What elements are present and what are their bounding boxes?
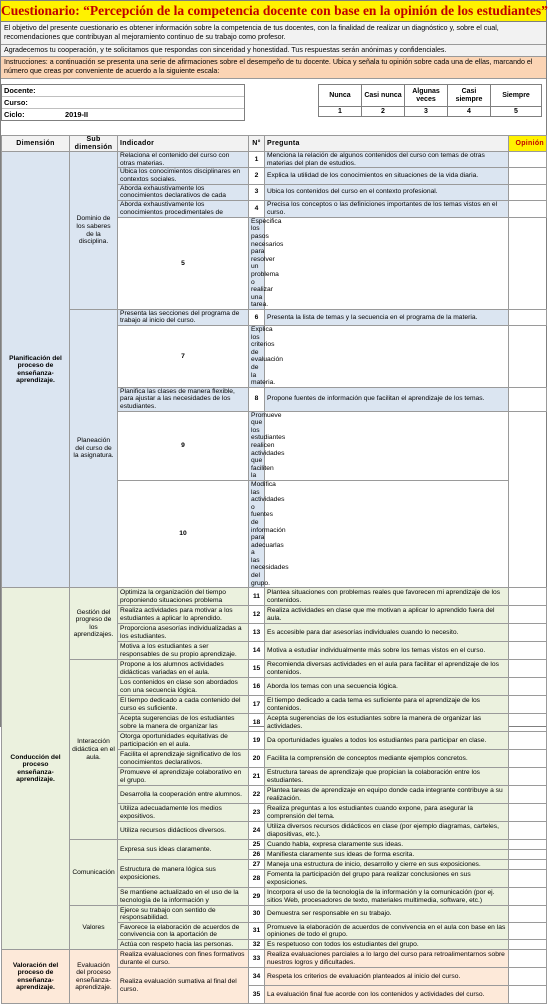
question-text: Ubica los contenidos del curso en el contexto profesional.	[265, 184, 509, 200]
scale-value-3: 3	[405, 107, 448, 117]
opinion-cell[interactable]	[265, 326, 509, 388]
question-number: 14	[249, 642, 265, 660]
table-row	[2, 906, 547, 923]
opinion-cell[interactable]	[509, 732, 547, 750]
table-row	[2, 309, 547, 325]
indicator-cell: Relaciona el contenido del curso con otras materias.	[118, 152, 249, 168]
indicator-cell: Utiliza recursos didácticos diversos.	[118, 822, 249, 840]
question-number: 22	[249, 786, 265, 804]
header-subdimension: Sub dimensión	[70, 136, 118, 152]
docente-label: Docente:	[4, 86, 36, 95]
thanks-text: Agradecemos tu cooperación, y te solicitamos que respondas con sinceridad y honestidad. Tus respuestas serán anónimas y confidenciales.	[1, 45, 546, 57]
question-text: Da oportunidades iguales a todos los estudiantes para participar en clase.	[265, 732, 509, 750]
opinion-cell[interactable]	[509, 860, 547, 870]
indicator-cell: Aborda exhaustivamente los conocimientos declarativos de cada	[118, 184, 249, 200]
subdimension-cell: Interacción didáctica en el aula.	[70, 660, 118, 840]
opinion-cell[interactable]	[509, 184, 547, 200]
subdimension-cell: Planeación del curso de la asignatura.	[70, 309, 118, 587]
question-text: Demuestra ser responsable en su trabajo.	[265, 906, 509, 923]
opinion-cell[interactable]	[509, 309, 547, 325]
question-text: Realiza actividades en clase que me motivan a aplicar lo aprendido fuera del aula.	[265, 606, 509, 624]
question-number: 19	[249, 732, 265, 750]
indicator-cell: Se mantiene actualizado en el uso de la tecnología de la información y	[118, 888, 249, 906]
header-indicator: Indicador	[118, 136, 249, 152]
question-number: 31	[249, 923, 265, 940]
question-number: 3	[249, 184, 265, 200]
indicator-cell: Ubica los conocimientos disciplinares en contextos sociales.	[118, 168, 249, 184]
question-number: 1	[249, 152, 265, 168]
indicator-cell: Otorga oportunidades equitativas de participación en el aula.	[118, 732, 249, 750]
question-number: 33	[249, 950, 265, 968]
question-number: 24	[249, 822, 265, 840]
opinion-cell[interactable]	[509, 968, 547, 986]
scale-value-4: 4	[448, 107, 491, 117]
identification-box	[1, 84, 245, 121]
question-text: La evaluación final fue acorde con los contenidos y actividades del curso.	[265, 986, 509, 1004]
question-text: Aborda los temas con una secuencia lógica.	[265, 678, 509, 696]
question-text: Motiva a estudiar individualmente más sobre los temas vistos en el curso.	[265, 642, 509, 660]
question-number: 7	[118, 326, 249, 388]
scale-value-5: 5	[491, 107, 542, 117]
scale-label-1: Nunca	[319, 85, 362, 107]
opinion-cell[interactable]	[509, 387, 547, 411]
question-text: Modifica las actividades o fuentes de información para adecuarlas a las necesidades del grupo.	[249, 480, 265, 587]
question-text: Plantea tareas de aprendizaje en equipo donde cada integrante contribuye a su realización.	[265, 786, 509, 804]
scale-value-2: 2	[362, 107, 405, 117]
opinion-cell[interactable]	[509, 642, 547, 660]
question-text: Es accesible para dar asesorías individuales cuando lo necesito.	[265, 624, 509, 642]
question-number: 6	[249, 309, 265, 325]
indicator-cell: Los contenidos en clase son abordados con una secuencia lógica.	[118, 678, 249, 696]
indicator-cell: Desarrolla la cooperación entre alumnos.	[118, 786, 249, 804]
question-text: Explica la utilidad de los conocimientos en situaciones de la vida diaria.	[265, 168, 509, 184]
indicator-cell: Utiliza adecuadamente los medios expositivos.	[118, 804, 249, 822]
question-text: Acepta sugerencias de los estudiantes sobre la manera de organizar las actividades.	[265, 714, 509, 732]
scale-value-1: 1	[319, 107, 362, 117]
indicator-cell: Propone a los alumnos actividades didácticas variadas en el aula.	[118, 660, 249, 678]
opinion-cell[interactable]	[509, 906, 547, 923]
opinion-cell[interactable]	[509, 804, 547, 822]
docente-field[interactable]	[2, 85, 244, 97]
opinion-cell[interactable]	[509, 786, 547, 804]
subdimension-cell: Valores	[70, 906, 118, 950]
question-text: Menciona la relación de algunos contenidos del curso con temas de otras materias del plan de estudios.	[265, 152, 509, 168]
indicator-cell: Acepta sugerencias de los estudiantes sobre la manera de organizar las	[118, 714, 249, 732]
indicator-cell: Promueve el aprendizaje colaborativo en el grupo.	[118, 768, 249, 786]
subdimension-cell: Dominio de los saberes de la disciplina.	[70, 152, 118, 310]
ciclo-label: Ciclo:	[4, 110, 25, 119]
question-number: 8	[249, 387, 265, 411]
question-number: 13	[249, 624, 265, 642]
opinion-cell[interactable]	[509, 940, 547, 950]
question-number: 18	[249, 714, 265, 732]
indicator-cell: Realiza actividades para motivar a los estudiantes a aplicar lo aprendido.	[118, 606, 249, 624]
question-text: Respeta los criterios de evaluación planteados al inicio del curso.	[265, 968, 509, 986]
question-text: Incorpora el uso de la tecnología de la información y la comunicación (por ej. sitios Web, procesadores de texto, materiales multimedia, software, etc.)	[265, 888, 509, 906]
question-number: 10	[118, 480, 249, 587]
opinion-cell[interactable]	[509, 923, 547, 940]
opinion-cell[interactable]	[509, 768, 547, 786]
indicator-cell: Expresa sus ideas claramente.	[118, 840, 249, 860]
opinion-cell[interactable]	[509, 606, 547, 624]
indicator-cell: Motiva a los estudiantes a ser responsables de su propio aprendizaje.	[118, 642, 249, 660]
scale-label-4: Casi siempre	[448, 85, 491, 107]
question-text: Promueve la elaboración de acuerdos de convivencia en el aula con base en las opiniones de todo el grupo.	[265, 923, 509, 940]
opinion-cell[interactable]	[509, 950, 547, 968]
opinion-cell[interactable]	[509, 696, 547, 714]
dimension-cell: Valoración del proceso de enseñanza-aprendizaje.	[2, 950, 70, 1004]
question-text: Precisa los conceptos o las definiciones importantes de los temas vistos en el curso.	[265, 200, 509, 217]
subdimension-cell: Gestión del progreso de los aprendizajes.	[70, 588, 118, 660]
curso-label: Curso:	[4, 98, 28, 107]
opinion-cell[interactable]	[509, 986, 547, 1004]
question-number: 28	[249, 870, 265, 888]
table-row	[2, 152, 547, 168]
scale-label-2: Casi nunca	[362, 85, 405, 107]
indicator-cell: Favorece la elaboración de acuerdos de convivencia con la aportación de	[118, 923, 249, 940]
question-number: 2	[249, 168, 265, 184]
header-number: N°	[249, 136, 265, 152]
question-number: 12	[249, 606, 265, 624]
question-text: Facilita la comprensión de conceptos mediante ejemplos concretos.	[265, 750, 509, 768]
indicator-cell: Proporciona asesorías individualizadas a los estudiantes.	[118, 624, 249, 642]
opinion-cell[interactable]	[509, 168, 547, 184]
opinion-cell[interactable]	[509, 840, 547, 850]
indicator-cell: Optimiza la organización del tiempo proponiendo situaciones problema	[118, 588, 249, 606]
rating-scale	[318, 84, 542, 117]
intro-text: El objetivo del presente cuestionario es obtener información sobre la competencia de tus docentes, con la finalidad de realizar un diagnóstico y, sobre el cual, recomendaciones que contribuyan al mejoramiento continuo de su trabajo como profesor.	[1, 22, 546, 45]
question-text: Realiza evaluaciones parciales a lo largo del curso para retroalimentarnos sobre nuestros logros y dificultades.	[265, 950, 509, 968]
question-number: 15	[249, 660, 265, 678]
question-number: 27	[249, 860, 265, 870]
question-text: Maneja una estructura de inicio, desarrollo y cierre en sus exposiciones.	[265, 860, 509, 870]
question-number: 32	[249, 940, 265, 950]
question-number: 26	[249, 850, 265, 860]
opinion-cell[interactable]	[509, 624, 547, 642]
question-text: Recomienda diversas actividades en el aula para facilitar el aprendizaje de los contenidos.	[265, 660, 509, 678]
table-row	[2, 840, 547, 850]
indicator-cell: Planifica las clases de manera flexible, para ajustar a las necesidades de los estudiantes.	[118, 387, 249, 411]
indicator-cell: Aborda exhaustivamente los conocimientos procedimentales de	[118, 200, 249, 217]
curso-field[interactable]	[2, 97, 244, 109]
question-text: Manifiesta claramente sus ideas de forma escrita.	[265, 850, 509, 860]
header-question: Pregunta	[265, 136, 509, 152]
question-number: 34	[249, 968, 265, 986]
question-number: 20	[249, 750, 265, 768]
question-text: Es respetuoso con todos los estudiantes del grupo.	[265, 940, 509, 950]
opinion-cell[interactable]	[509, 888, 547, 906]
subdimension-cell: Evaluación del proceso enseñanza-aprendizaje.	[70, 950, 118, 1004]
dimension-cell: Planificación del proceso de enseñanza-aprendizaje.	[2, 152, 70, 588]
question-text: Explica los criterios de evaluación de la materia.	[249, 326, 265, 388]
opinion-cell[interactable]	[265, 480, 509, 587]
question-text: Propone fuentes de información que facilitan el aprendizaje de los temas.	[265, 387, 509, 411]
dimension-cell: Conducción del proceso enseñanza-aprendizaje.	[2, 588, 70, 950]
question-text: Especifica los pasos necesarios para resolver un problema o realizar una tarea.	[249, 217, 265, 309]
question-number: 23	[249, 804, 265, 822]
indicator-cell: Realiza evaluación sumativa al final del curso.	[118, 968, 249, 1004]
opinion-cell[interactable]	[265, 411, 509, 480]
question-text: Realiza preguntas a los estudiantes cuando expone, para asegurar la comprensión del tema.	[265, 804, 509, 822]
question-number: 21	[249, 768, 265, 786]
table-row	[2, 950, 547, 968]
question-number: 5	[118, 217, 249, 309]
question-text: Utiliza diversos recursos didácticos en clase (por ejemplo diagramas, carteles, diapositivas, etc.).	[265, 822, 509, 840]
header-opinion: Opinión	[509, 136, 547, 152]
opinion-cell[interactable]	[509, 714, 547, 732]
indicator-cell: Estructura de manera lógica sus exposiciones.	[118, 860, 249, 888]
question-number: 17	[249, 696, 265, 714]
question-text: Promueve que los estudiantes realicen actividades que faciliten la	[249, 411, 265, 480]
opinion-cell[interactable]	[509, 200, 547, 217]
question-text: Cuando habla, expresa claramente sus ideas.	[265, 840, 509, 850]
instructions-text: Instrucciones: a continuación se presenta una serie de afirmaciones sobre el desempeño de tu docente. Ubica y señala tu opinión sobre cada una de ellas, marcando el número que creas por conveniente de acuerdo a la siguiente escala:	[1, 57, 546, 79]
header-dimension: Dimensión	[2, 136, 70, 152]
opinion-cell[interactable]	[509, 750, 547, 768]
question-number: 29	[249, 888, 265, 906]
opinion-cell[interactable]	[509, 588, 547, 606]
ciclo-field[interactable]	[2, 109, 244, 120]
question-number: 16	[249, 678, 265, 696]
question-number: 30	[249, 906, 265, 923]
table-row	[2, 660, 547, 678]
header-block	[1, 84, 546, 118]
indicator-cell: Presenta las secciones del programa de trabajo al inicio del curso.	[118, 309, 249, 325]
opinion-cell[interactable]	[509, 152, 547, 168]
indicator-cell: El tiempo dedicado a cada contenido del curso es suficiente.	[118, 696, 249, 714]
question-text: Fomenta la participación del grupo para realizar conclusiones en sus exposiciones.	[265, 870, 509, 888]
question-text: El tiempo dedicado a cada tema es suficiente para el aprendizaje de los contenidos.	[265, 696, 509, 714]
question-number: 9	[118, 411, 249, 480]
opinion-cell[interactable]	[509, 660, 547, 678]
question-number: 11	[249, 588, 265, 606]
question-number: 25	[249, 840, 265, 850]
ciclo-value: 2019-II	[65, 110, 89, 119]
indicator-cell: Actúa con respeto hacia las personas.	[118, 940, 249, 950]
question-number: 35	[249, 986, 265, 1004]
question-text: Estructura tareas de aprendizaje que propician la colaboración entre los estudiantes.	[265, 768, 509, 786]
page-title: Cuestionario: “Percepción de la competencia docente con base en la opinión de los estudiantes”	[1, 1, 546, 22]
opinion-cell[interactable]	[509, 850, 547, 860]
scale-label-5: Siempre	[491, 85, 542, 107]
opinion-cell[interactable]	[509, 870, 547, 888]
indicator-cell: Facilita el aprendizaje significativo de los conocimientos declarativos.	[118, 750, 249, 768]
question-text: Presenta la lista de temas y la secuencia en el programa de la materia.	[265, 309, 509, 325]
indicator-cell: Ejerce su trabajo con sentido de responsabilidad.	[118, 906, 249, 923]
question-number: 4	[249, 200, 265, 217]
opinion-cell[interactable]	[265, 217, 509, 309]
opinion-cell[interactable]	[509, 822, 547, 840]
opinion-cell[interactable]	[509, 678, 547, 696]
table-row	[2, 588, 547, 606]
subdimension-cell: Comunicación	[70, 840, 118, 906]
questionnaire-table	[1, 135, 547, 1004]
questionnaire-body	[2, 152, 547, 1004]
scale-label-3: Algunas veces	[405, 85, 448, 107]
indicator-cell: Realiza evaluaciones con fines formativos durante el curso.	[118, 950, 249, 968]
question-text: Plantea situaciones con problemas reales que favorecen mi aprendizaje de los contenidos.	[265, 588, 509, 606]
